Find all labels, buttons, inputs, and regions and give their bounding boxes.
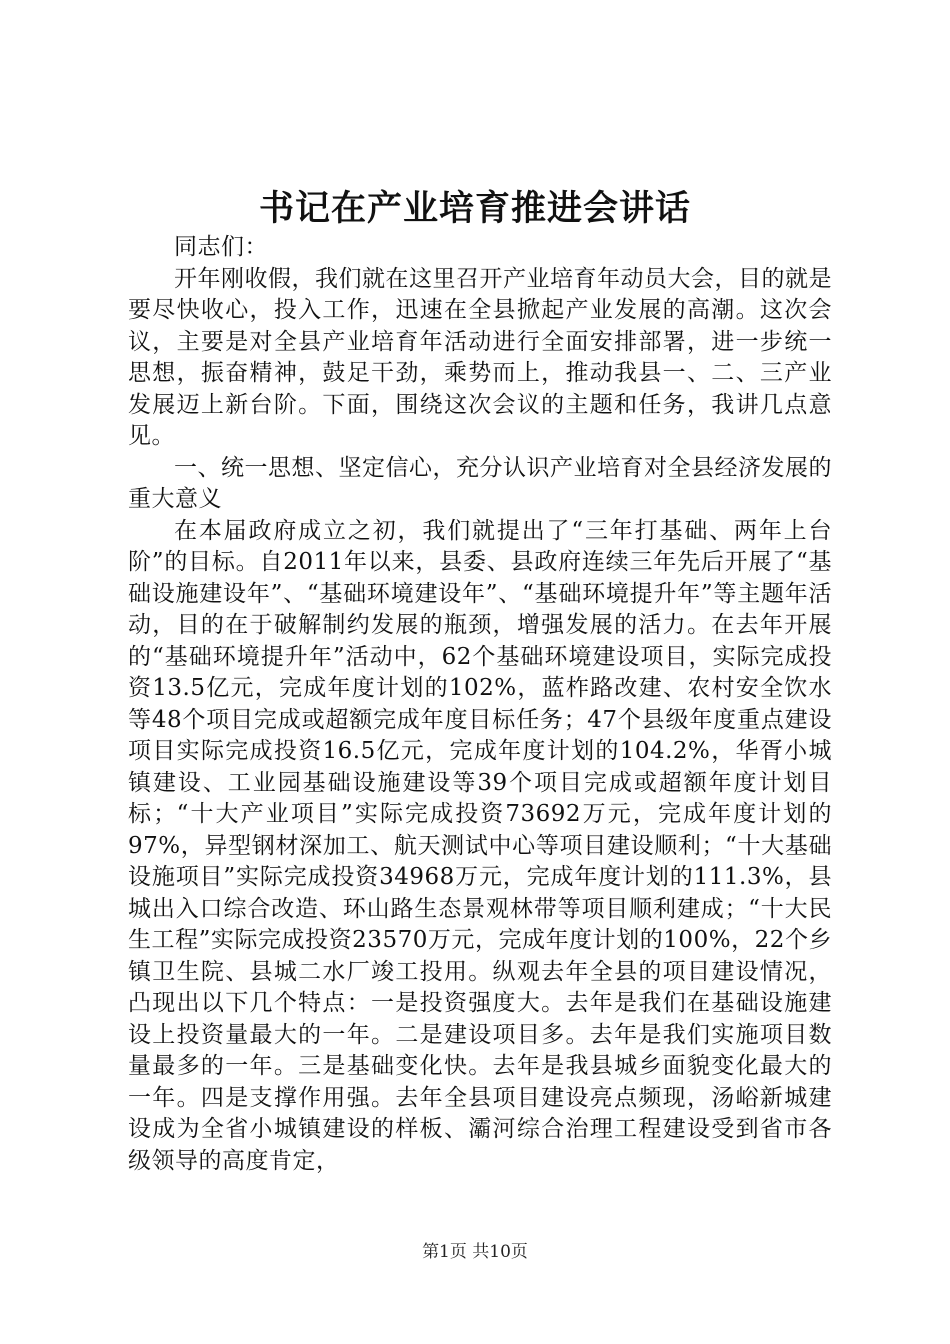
section-heading-1: 一、统一思想、坚定信心，充分认识产业培育对全县经济发展的重大意义 bbox=[128, 454, 832, 512]
paragraph-intro: 开年刚收假，我们就在这里召开产业培育年动员大会，目的就是要尽快收心，投入工作，迅速在全县掀起产业发展的高潮。这次会议，主要是对全县产业培育年活动进行全面安排部署，进一步统一思想，振奋精神，鼓足干劲，乘势而上，推动我县一、二、三产业发展迈上新台阶。下面，围绕这次会议的主题和任务，我讲几点意见。 bbox=[128, 265, 832, 449]
document-body bbox=[128, 232, 832, 1177]
paragraph-review: 在本届政府成立之初，我们就提出了“三年打基础、两年上台阶”的目标。自2011年以来，县委、县政府连续三年先后开展了“基础设施建设年”、“基础环境建设年”、“基础环境提升年”等主题年活动，目的在于破解制约发展的瓶颈，增强发展的活力。在去年开展的“基础环境提升年”活动中，62个基础环境建设项目，实际完成投资13.5亿元，完成年度计划的102%，蓝柞路改建、农村安全饮水等48个项目完成或超额完成年度目标任务；47个县级年度重点建设项目实际完成投资16.5亿元，完成年度计划的104.2%，华胥小城镇建设、工业园基础设施建设等39个项目完成或超额年度计划目标；“十大产业项目”实际完成投资73692万元，完成年度计划的97%，异型钢材深加工、航天测试中心等项目建设顺利；“十大基础设施项目”实际完成投资34968万元，完成年度计划的111.3%，县城出入口综合改造、环山路生态景观林带等项目顺利建成；“十大民生工程”实际完成投资23570万元，完成年度计划的100%，22个乡镇卫生院、县城二水厂竣工投用。纵观去年全县的项目建设情况，凸现出以下几个特点：一是投资强度大。去年是我们在基础设施建设上投资量最大的一年。二是建设项目多。去年是我们实施项目数量最多的一年。三是基础变化快。去年是我县城乡面貌变化最大的一年。四是支撑作用强。去年全县项目建设亮点频现，汤峪新城建设成为全省小城镇建设的样板、灞河综合治理工程建设受到省市各级领导的高度肯定， bbox=[128, 517, 832, 1174]
salutation: 同志们： bbox=[174, 234, 268, 260]
document-title: 书记在产业培育推进会讲话 bbox=[258, 188, 691, 229]
page-number: 第1页 共10页 bbox=[422, 1242, 528, 1262]
